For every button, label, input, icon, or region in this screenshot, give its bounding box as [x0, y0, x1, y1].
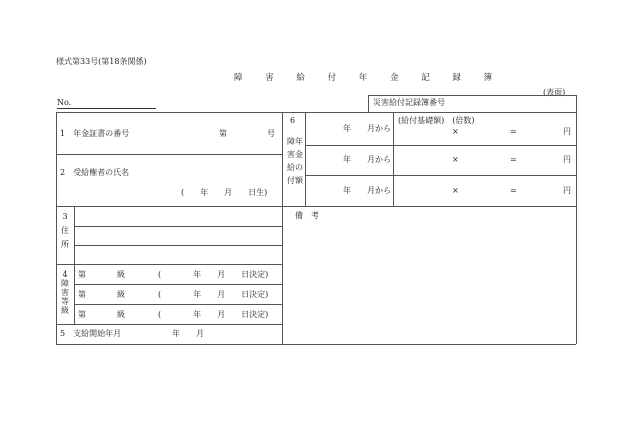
- no-label: No.: [57, 98, 72, 107]
- times-sign: ×: [452, 155, 459, 164]
- amount-column-divider: [305, 112, 306, 206]
- equals-sign: =: [510, 155, 517, 164]
- amount-column-divider: [393, 112, 394, 206]
- amount-header: (給付基礎額) (倍数): [398, 116, 475, 125]
- table-border-left: [56, 112, 57, 344]
- recipient-label: 2 受給権者の氏名: [60, 168, 130, 177]
- amount-from: 年 月から: [343, 124, 391, 133]
- table-border-bottom: [56, 344, 576, 345]
- pension-cert-dai: 第: [219, 129, 227, 138]
- page-title: 障 害 給 付 年 金 記 録 簿: [234, 73, 503, 83]
- address-label: 3 住 所: [61, 212, 69, 249]
- grade-dai: 第: [78, 270, 86, 279]
- grade-dai: 第: [78, 310, 86, 319]
- grade-kyu: 級: [117, 270, 125, 279]
- pension-cert-label: 1 年金証書の番号: [60, 129, 130, 138]
- disaster-record-label: 災害給付記録簿番号: [373, 98, 445, 107]
- record-box-left: [368, 95, 369, 112]
- yen-unit: 円: [563, 127, 571, 136]
- amount-row-divider: [305, 145, 576, 146]
- equals-sign: =: [510, 127, 517, 136]
- yen-unit: 円: [563, 186, 571, 195]
- row-divider: [56, 324, 282, 325]
- label-column-divider: [74, 206, 75, 324]
- grade-kyu: 級: [117, 290, 125, 299]
- times-sign: ×: [452, 127, 459, 136]
- amount-from: 年 月から: [343, 186, 391, 195]
- grade-date: ( 年 月 日決定): [158, 310, 269, 319]
- table-border-right: [576, 95, 577, 344]
- grade-line: [74, 304, 282, 305]
- grade-line: [74, 284, 282, 285]
- yen-unit: 円: [563, 155, 571, 164]
- times-sign: ×: [452, 186, 459, 195]
- start-value: 年 月: [172, 329, 204, 338]
- row-divider: [56, 264, 282, 265]
- equals-sign: =: [510, 186, 517, 195]
- row-divider: [56, 154, 282, 155]
- row-divider: [56, 206, 576, 207]
- amount-number: 6: [290, 116, 296, 125]
- grade-label: 4 障害等級: [61, 270, 69, 315]
- remarks-label: 備 考: [295, 211, 319, 220]
- grade-date: ( 年 月 日決定): [158, 290, 269, 299]
- address-line: [74, 226, 282, 227]
- amount-row-divider: [305, 175, 576, 176]
- amount-label: 障年害金給の付額: [287, 137, 303, 185]
- record-box-top: [368, 95, 576, 96]
- form-id: 様式第33号(第18条関係): [56, 57, 147, 66]
- start-label: 5 支給開始年月: [60, 329, 122, 338]
- grade-kyu: 級: [117, 310, 125, 319]
- table-border-top: [56, 112, 576, 113]
- grade-date: ( 年 月 日決定): [158, 270, 269, 279]
- amount-from: 年 月から: [343, 155, 391, 164]
- recipient-birth: ( 年 月 日生): [181, 188, 268, 197]
- address-line: [74, 245, 282, 246]
- pension-cert-go: 号: [267, 129, 275, 138]
- no-underline: [57, 108, 156, 109]
- side-label: (表面): [543, 88, 566, 97]
- grade-dai: 第: [78, 290, 86, 299]
- middle-divider: [282, 112, 283, 344]
